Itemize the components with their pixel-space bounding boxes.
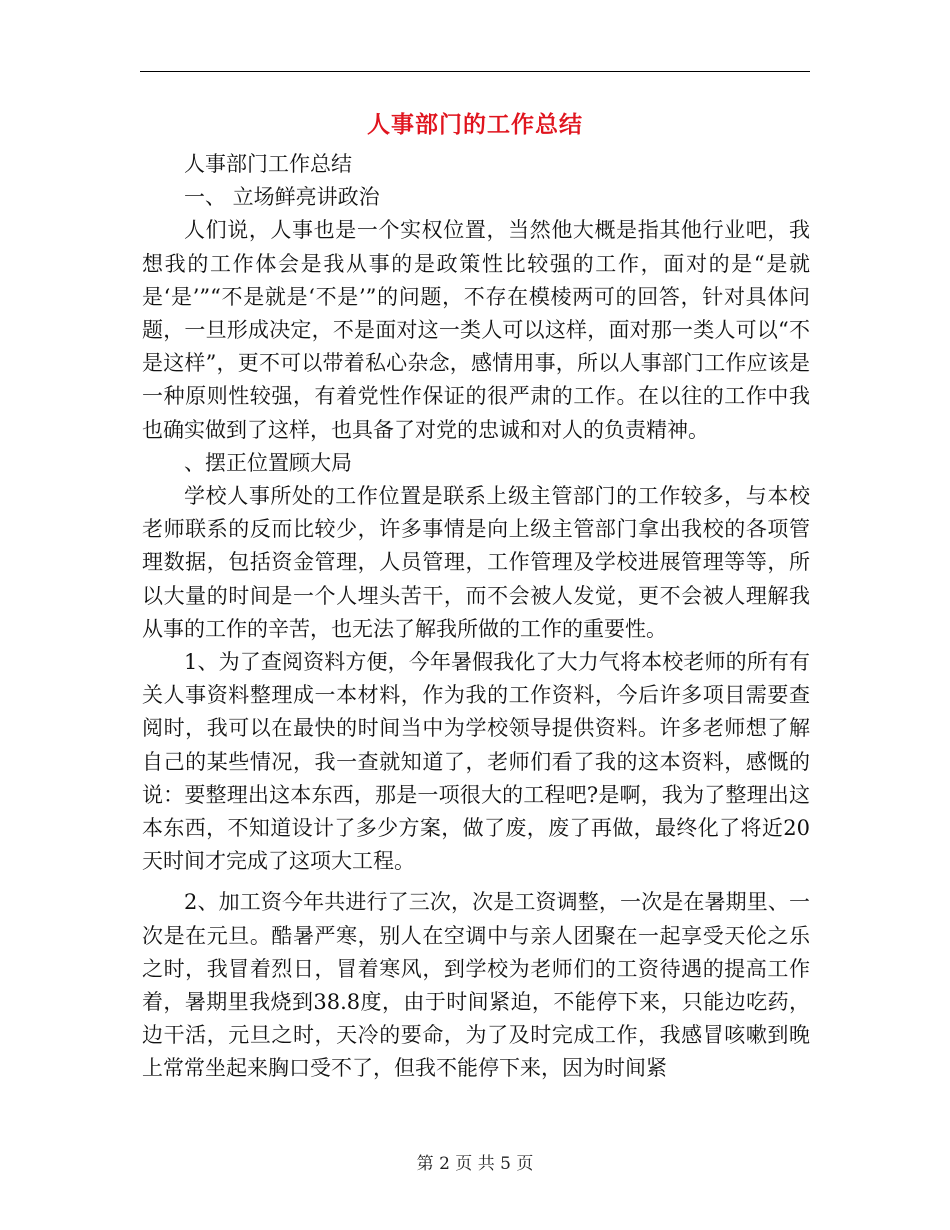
paragraph: 1、为了查阅资料方便，今年暑假我化了大力气将本校老师的所有有关人事资料整理成一本材料，作为我的工作资料，今后许多项目需要查阅时，我可以在最快的时间当中为学校领导提供资料。许多老师想了解自己的某些情况，我一查就知道了，老师们看了我的这本资料，感慨的说：要整理出这本东西，那是一项很大的工程吧?是啊，我为了整理出这本东西，不知道设计了多少方案，做了废，废了再做，最终化了将近20天时间才完成了这项大工程。 [142,650,810,874]
section-heading-1: 一、 立场鲜亮讲政治 [184,185,380,210]
paragraph-heading: 人事部门工作总结 [184,152,352,176]
header-rule [140,71,810,72]
document-body [142,148,810,1086]
paragraph: 人们说，人事也是一个实权位置，当然他大概是指其他行业吧，我想我的工作体会是我从事的是政策性比较强的工作，面对的是“是就是‘是’”“不是就是‘不是’”的问题，不存在模棱两可的回答，针对具体问题，一旦形成决定，不是面对这一类人可以这样，面对那一类人可以“不是这样”，更不可以带着私心杂念，感情用事，所以人事部门工作应该是一种原则性较强，有着党性作保证的很严肃的工作。在以往的工作中我也确实做到了这样，也具备了对党的忠诚和对人的负责精神。 [142,218,810,442]
document-title: 人事部门的工作总结 [367,111,583,138]
section-heading-2: 、摆正位置顾大局 [184,450,352,475]
paragraph: 学校人事所处的工作位置是联系上级主管部门的工作较多，与本校老师联系的反而比较少，许多事情是向上级主管部门拿出我校的各项管理数据，包括资金管理，人员管理，工作管理及学校进展管理等等，所以大量的时间是一个人埋头苦干，而不会被人发觉，更不会被人理解我从事的工作的辛苦，也无法了解我所做的工作的重要性。 [142,484,810,641]
paragraph: 2、加工资今年共进行了三次，次是工资调整，一次是在暑期里、一次是在元旦。酷暑严寒，别人在空调中与亲人团聚在一起享受天伦之乐之时，我冒着烈日，冒着寒风，到学校为老师们的工资待遇的提高工作着，暑期里我烧到38.8度，由于时间紧迫，不能停下来，只能边吃药，边干活，元旦之时，天冷的要命，为了及时完成工作，我感冒咳嗽到晚上常常坐起来胸口受不了，但我不能停下来，因为时间紧 [142,890,810,1081]
page-number: 第 2 页 共 5 页 [416,1154,534,1174]
